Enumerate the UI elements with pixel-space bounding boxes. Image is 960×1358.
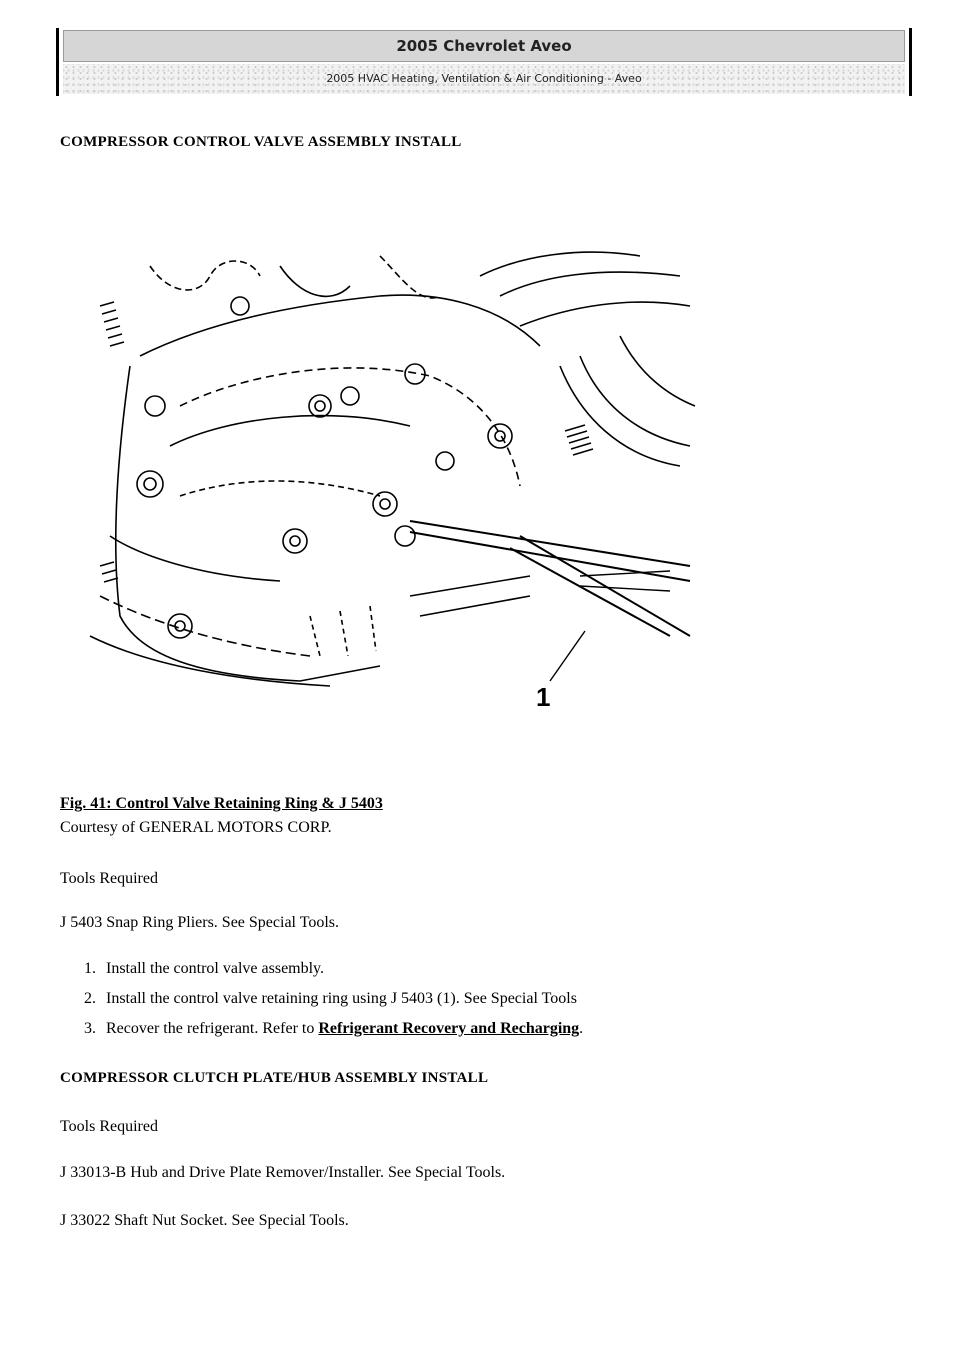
figure-callout-1: 1 (536, 682, 551, 712)
figure-control-valve-illustration (80, 236, 700, 716)
step-text: Install the control valve retaining ring using J 5403 (1). See Special Tools (106, 990, 577, 1007)
tool-item: J 33022 Shaft Nut Socket. See Special Tools. (60, 1212, 349, 1229)
step-number: 2. (84, 990, 96, 1007)
figure-caption: Fig. 41: Control Valve Retaining Ring & J 5403 (60, 795, 383, 812)
tool-item: J 5403 Snap Ring Pliers. See Special Tools. (60, 914, 340, 931)
tools-required-heading: Tools Required (60, 1118, 158, 1135)
step-text-end: . (579, 1020, 584, 1037)
section-title-clutch-plate: COMPRESSOR CLUTCH PLATE/HUB ASSEMBLY INSTALL (60, 1070, 489, 1086)
list-item (70, 960, 583, 990)
list-item (70, 1020, 583, 1050)
tool-item: J 33013-B Hub and Drive Plate Remover/Installer. See Special Tools. (60, 1164, 506, 1181)
header-title: 2005 Chevrolet Aveo (63, 30, 905, 62)
list-item (70, 990, 583, 1020)
section-title-control-valve: COMPRESSOR CONTROL VALVE ASSEMBLY INSTALL (60, 134, 462, 150)
step-number: 3. (84, 1020, 96, 1037)
figure-courtesy: Courtesy of GENERAL MOTORS CORP. (60, 819, 332, 836)
step-text: Recover the refrigerant. Refer to (106, 1020, 319, 1037)
header-subtitle: 2005 HVAC Heating, Ventilation & Air Conditioning - Aveo (63, 64, 905, 94)
refrigerant-recovery-link[interactable]: Refrigerant Recovery and Recharging (318, 1020, 580, 1037)
step-number: 1. (84, 960, 96, 977)
step-text: Install the control valve assembly. (106, 960, 325, 977)
tools-required-heading: Tools Required (60, 870, 158, 887)
page-header (56, 28, 912, 96)
install-steps-list (70, 960, 583, 1050)
